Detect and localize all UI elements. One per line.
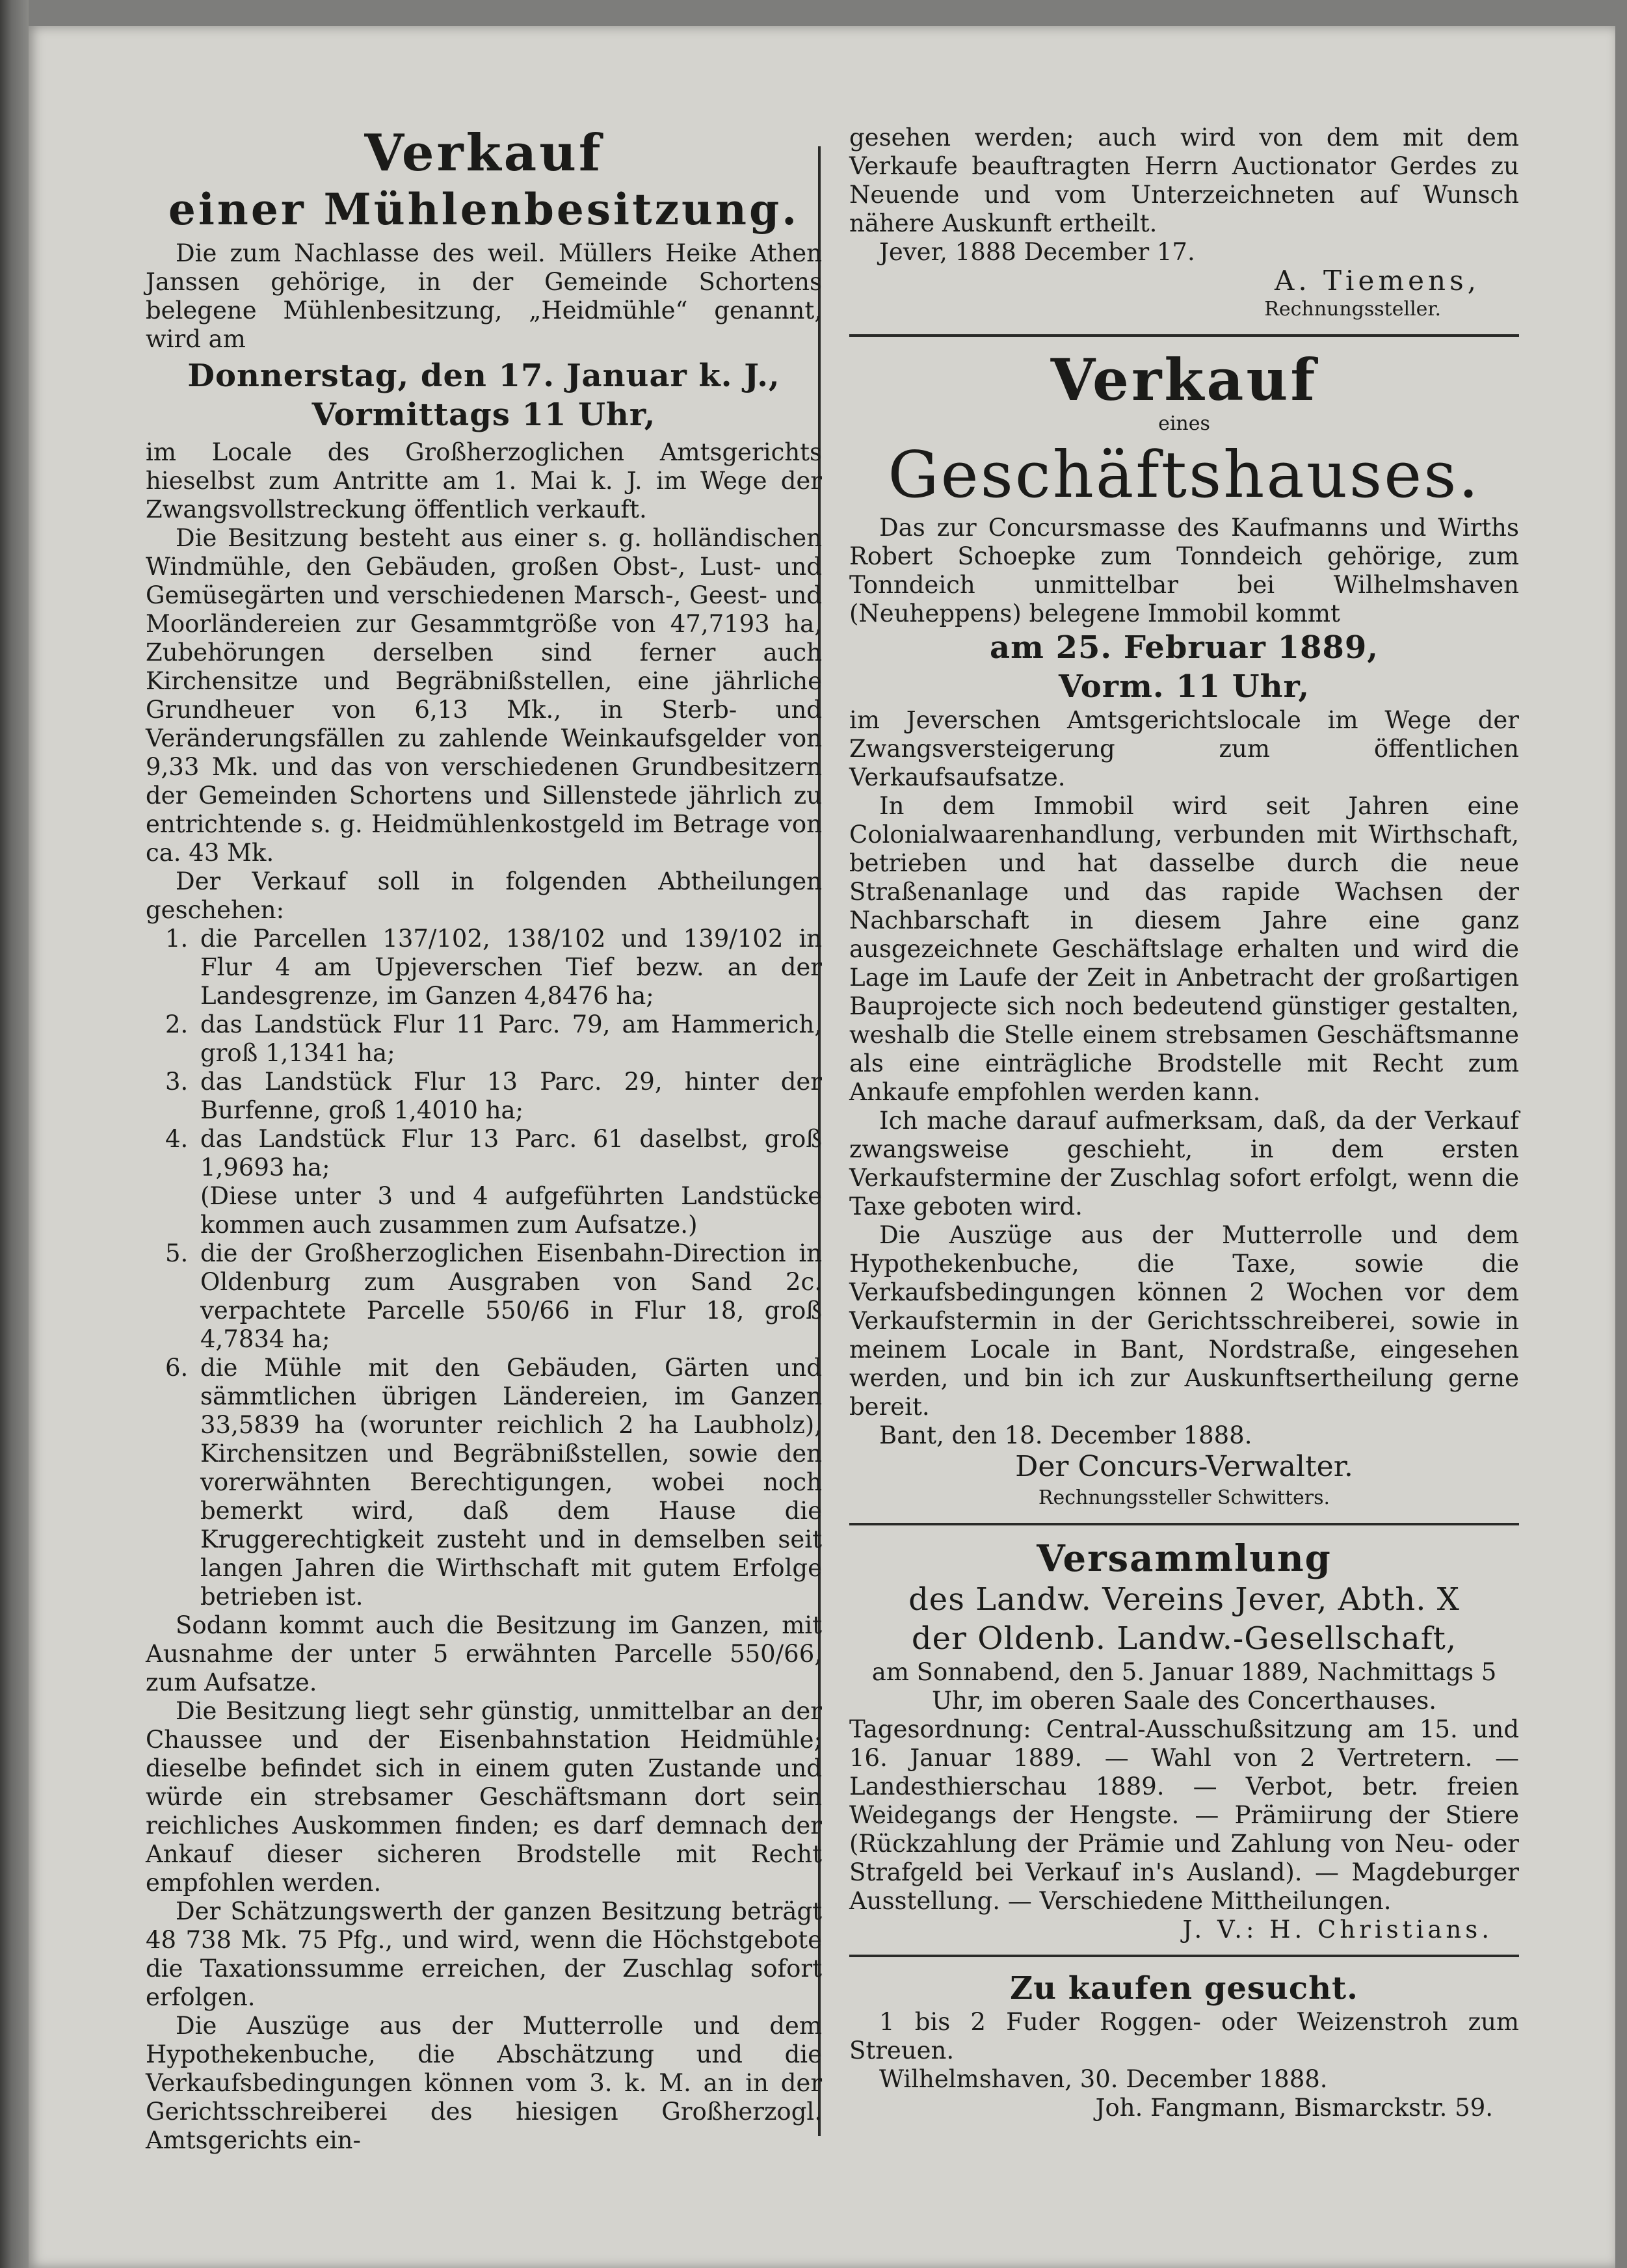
ad2-date: am 25. Februar 1889, (990, 629, 1379, 666)
ad3-signer: J. V.: H. Christians. (1182, 1916, 1493, 1944)
ad1-continuation: gesehen werden; auch wird von dem mit dem Verkaufe beauftragten Herrn Auctionator Gerdes zu Neuende und vom Unterzeichneten auf Wunsch nähere Auskunft ertheilt. (849, 124, 1519, 237)
ad1-signer-title: Rechnungssteller. (1264, 298, 1441, 321)
ad3-paragraph-1: am Sonnabend, den 5. Januar 1889, Nachmittags 5 Uhr, im oberen Saale des Concerthauses. (871, 1658, 1497, 1715)
ad2-signer-title: Rechnungssteller Schwitters. (1038, 1486, 1330, 1509)
ad2-place-date: Bant, den 18. December 1888. (879, 1421, 1252, 1449)
list-number: 5. (165, 1239, 189, 1267)
ad1-time: Vormittags 11 Uhr, (311, 397, 656, 433)
list-item (146, 925, 822, 1010)
ad4-title: Zu kaufen gesucht. (1010, 1970, 1358, 2007)
list-number: 4. (165, 1125, 189, 1153)
left-column (146, 124, 822, 2155)
list-text: die der Großherzoglichen Eisenbahn-Direction in Oldenburg zum Ausgraben von Sand 2c. verpachtete Parcelle 550/66 in Flur 18, groß 4,7834 ha; (200, 1239, 822, 1353)
ad4-place-date: Wilhelmshaven, 30. December 1888. (879, 2065, 1328, 2093)
ad2-title-line1: Verkauf (1050, 346, 1318, 414)
ad3-line-2: der Oldenb. Landw.-Gesellschaft, (911, 1620, 1457, 1657)
list-item (146, 1010, 822, 1068)
ad1-paragraph-7: Die Auszüge aus der Mutterrolle und dem Hypothekenbuche, die Abschätzung und die Verkaufsbedingungen können vom 3. k. M. an in der Gerichtsschreiberei des hiesigen Großherzogl. Amtsgerichts ein- (146, 2012, 822, 2154)
ad1-paragraph-6: Der Schätzungswerth der ganzen Besitzung beträgt 48 738 Mk. 75 Pfg., und wird, wenn die Höchstgebote die Taxationssumme erreichen, der Zuschlag sofort erfolgen. (146, 1897, 822, 2011)
ad2-paragraph-2: im Jeverschen Amtsgerichtslocale im Wege der Zwangsversteigerung zum öffentlichen Verkaufsaufsatze. (849, 706, 1519, 791)
list-number: 1. (165, 925, 189, 953)
ad1-paragraph-3: Der Verkauf soll in folgenden Abtheilungen geschehen: (146, 867, 822, 924)
ad1-list (146, 925, 822, 1611)
ad2-time: Vorm. 11 Uhr, (1058, 668, 1310, 705)
ad2-paragraph-3: In dem Immobil wird seit Jahren eine Colonialwaarenhandlung, verbunden mit Wirthschaft, betrieben und hat dasselbe durch die neue Straßenanlage und das rapide Wachsen der Nachbarschaft in diesem Jahre eine ganz ausgezeichnete Geschäftslage erhalten und wird die Lage im Laufe der Zeit in Anbetracht der großartigen Bauprojecte sich noch bedeutend günstiger gestalten, weshalb die Stelle einem strebsamen Geschäftsmanne als eine einträgliche Brodstelle mit Recht zum Ankaufe empfohlen werden kann. (849, 792, 1519, 1106)
list-text: das Landstück Flur 13 Parc. 61 daselbst, groß 1,9693 ha; (200, 1125, 822, 1181)
list-item (146, 1239, 822, 1354)
ad1-title-line1: Verkauf (364, 124, 603, 183)
list-item (146, 1354, 822, 1611)
ad2-paragraph-4: Ich mache darauf aufmerksam, daß, da der Verkauf zwangsweise geschieht, in dem ersten Verkaufstermine der Zuschlag sofort erfolgt, wenn die Taxe geboten wird. (849, 1107, 1519, 1220)
ad2-signer: Der Concurs-Verwalter. (1015, 1450, 1353, 1483)
ad1-list-note: (Diese unter 3 und 4 aufgeführten Landstücke kommen auch zusammen zum Aufsatze.) (200, 1182, 822, 1239)
ad1-place-date: Jever, 1888 December 17. (879, 238, 1195, 266)
list-text: die Mühle mit den Gebäuden, Gärten und sämmtlichen übrigen Ländereien, im Ganzen 33,5839 ha (worunter reichlich 2 ha Laubholz), Kirchensitzen und Begräbnißstellen, sowie den vorerwähnten Berechtigungen, wobei noch bemerkt wird, daß dem Hause die Kruggerechtigkeit zusteht und in demselben seit langen Jahren die Wirthschaft mit gutem Erfolge betrieben ist. (200, 1354, 822, 1611)
ad3-paragraph-2: Tagesordnung: Central-Ausschußsitzung am 15. und 16. Januar 1889. — Wahl von 2 Vertretern. — Landesthierschau 1889. — Verbot, betr. freien Weidegangs der Hengste. — Prämiirung der Stiere (Rückzahlung der Prämie und Zahlung von Neu- oder Strafgeld bei Verkauf in's Ausland). — Magdeburger Ausstellung. — Verschiedene Mittheilungen. (849, 1715, 1519, 1915)
ad1-date: Donnerstag, den 17. Januar k. J., (187, 358, 780, 394)
ad3-line-1: des Landw. Vereins Jever, Abth. X (908, 1581, 1460, 1618)
ad-separator (849, 1955, 1519, 1957)
list-number: 2. (165, 1010, 189, 1038)
ad1-paragraph-4: Sodann kommt auch die Besitzung im Ganzen, mit Ausnahme der unter 5 erwähnten Parcelle 550/66, zum Aufsatze. (146, 1611, 822, 1696)
ad-separator (849, 1523, 1519, 1525)
list-text: das Landstück Flur 13 Parc. 29, hinter der Burfenne, groß 1,4010 ha; (200, 1068, 822, 1124)
list-text: das Landstück Flur 11 Parc. 79, am Hammerich, groß 1,1341 ha; (200, 1010, 822, 1067)
ad1-title-line2: einer Mühlenbesitzung. (168, 184, 800, 235)
ad-separator (849, 334, 1519, 337)
ad4-paragraph-1: 1 bis 2 Fuder Roggen- oder Weizenstroh zum Streuen. (849, 2008, 1519, 2064)
list-number: 3. (165, 1068, 189, 1096)
ad2-paragraph-5: Die Auszüge aus der Mutterrolle und dem Hypothekenbuche, die Taxe, sowie die Verkaufsbedingungen können 2 Wochen vor dem Verkaufstermin in der Gerichtsschreiberei, sowie in meinem Locale in Bant, Nordstraße, eingesehen werden, und bin ich zur Auskunftsertheilung gerne bereit. (849, 1221, 1519, 1421)
ad1-paragraph-2: Die Besitzung besteht aus einer s. g. holländischen Windmühle, den Gebäuden, großen Obst-, Lust- und Gemüsegärten und verschiedenen Marsch-, Geest- und Moorländereien zur Gesammtgröße von 47,7193 ha, Zubehörungen derselben sind ferner auch Kirchensitze und Begräbnißstellen, eine jährliche Grundheuer von 6,13 Mk., in Sterb- und Veränderungsfällen zu zahlende Weinkaufsgelder von 9,33 Mk. und das von verschiedenen Grundbesitzern der Gemeinden Schortens und Sillenstede jährlich zu entrichtende s. g. Heidmühlenkostgeld im Betrage von ca. 43 Mk. (146, 524, 822, 867)
right-column (849, 124, 1519, 2122)
ad1-paragraph-1: im Locale des Großherzoglichen Amtsgerichts hieselbst zum Antritte am 1. Mai k. J. im Wege der Zwangsvollstreckung öffentlich verkauft. (146, 438, 822, 523)
ad4-signer: Joh. Fangmann, Bismarckstr. 59. (1095, 2094, 1493, 2122)
list-item (146, 1068, 822, 1125)
ad3-title: Versammlung (1037, 1537, 1332, 1580)
list-number: 6. (165, 1354, 189, 1382)
ad2-title-line2: Geschäftshauses. (888, 438, 1481, 512)
list-text: die Parcellen 137/102, 138/102 und 139/102 in Flur 4 am Upjeverschen Tief bezw. an der Landesgrenze, im Ganzen 4,8476 ha; (200, 925, 822, 1010)
ad2-eines: eines (1158, 412, 1210, 435)
ad2-paragraph-1: Das zur Concursmasse des Kaufmanns und Wirths Robert Schoepke zum Tonndeich gehörige, zum Tonndeich unmittelbar bei Wilhelmshaven (Neuheppens) belegene Immobil kommt (849, 514, 1519, 627)
ad1-intro: Die zum Nachlasse des weil. Müllers Heike Athen Janssen gehörige, in der Gemeinde Schortens belegene Mühlenbesitzung, „Heidmühle“ genannt, wird am (146, 239, 822, 353)
list-item (146, 1125, 822, 1182)
ad1-signer: A. Tiemens, (1275, 265, 1480, 297)
book-binding (0, 0, 29, 2268)
newspaper-page (29, 26, 1615, 2268)
ad1-paragraph-5: Die Besitzung liegt sehr günstig, unmittelbar an der Chaussee und der Eisenbahnstation Heidmühle; dieselbe befindet sich in einem guten Zustande und würde ein strebsamer Geschäftsmann dort sein reichliches Auskommen finden; es darf demnach der Ankauf dieser sicheren Brodstelle mit Recht empfohlen werden. (146, 1697, 822, 1897)
